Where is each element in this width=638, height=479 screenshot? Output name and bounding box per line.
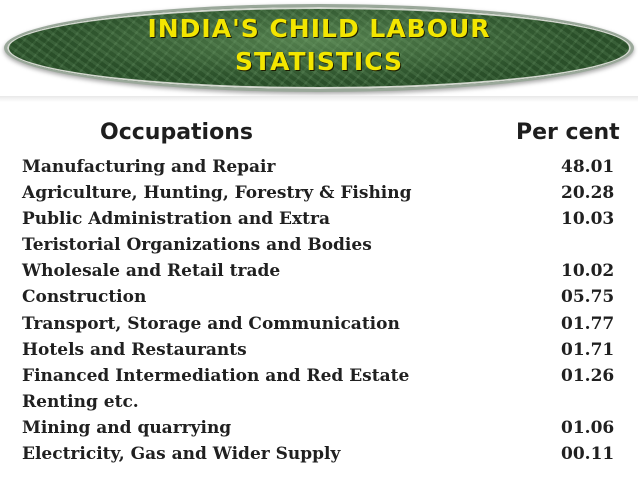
- occupation-cell: Public Administration and Extra: [22, 209, 330, 230]
- table-row: [0, 232, 638, 258]
- occupation-cell: Electricity, Gas and Wider Supply: [22, 444, 341, 465]
- occupation-cell: Hotels and Restaurants: [22, 339, 247, 360]
- table-row: [0, 258, 638, 284]
- percent-cell: 48.01: [561, 157, 615, 177]
- occupation-cell: Renting etc.: [22, 391, 139, 412]
- banner-shadow-divider: [0, 96, 638, 102]
- occupation-cell: Wholesale and Retail trade: [22, 261, 281, 282]
- table-row: [0, 284, 638, 310]
- table-row: [0, 441, 638, 467]
- occupation-cell: Construction: [22, 287, 147, 308]
- table-row: [0, 363, 638, 389]
- table-row: [0, 337, 638, 363]
- slide-title: INDIA'S CHILD LABOUR STATISTICS: [147, 14, 491, 76]
- percent-column-header: Per cent: [516, 120, 620, 145]
- table-row: [0, 415, 638, 441]
- percent-cell: 01.26: [561, 365, 615, 386]
- percent-cell: 10.02: [561, 261, 615, 282]
- percent-cell: 10.03: [561, 209, 615, 230]
- occupation-cell: Financed Intermediation and Red Estate: [22, 365, 410, 386]
- occupation-table: [0, 154, 638, 467]
- percent-cell: 01.71: [561, 339, 615, 360]
- percent-cell: 00.11: [561, 444, 615, 465]
- table-row: [0, 154, 638, 180]
- table-row: [0, 206, 638, 232]
- occupation-cell: Transport, Storage and Communication: [22, 313, 400, 334]
- table-row: [0, 389, 638, 415]
- percent-cell: 20.28: [561, 183, 615, 204]
- percent-cell: 01.77: [561, 313, 615, 334]
- occupation-cell: Mining and quarrying: [22, 417, 232, 438]
- occupation-cell: Manufacturing and Repair: [22, 157, 276, 177]
- occupation-cell: Agriculture, Hunting, Forestry & Fishing: [22, 183, 412, 204]
- table-row: [0, 311, 638, 337]
- percent-cell: 01.06: [561, 417, 615, 438]
- table-header-row: [0, 120, 638, 154]
- percent-cell: 05.75: [561, 287, 615, 308]
- occupations-column-header: Occupations: [100, 120, 253, 145]
- occupation-cell: Teristorial Organizations and Bodies: [22, 235, 372, 256]
- table-row: [0, 180, 638, 206]
